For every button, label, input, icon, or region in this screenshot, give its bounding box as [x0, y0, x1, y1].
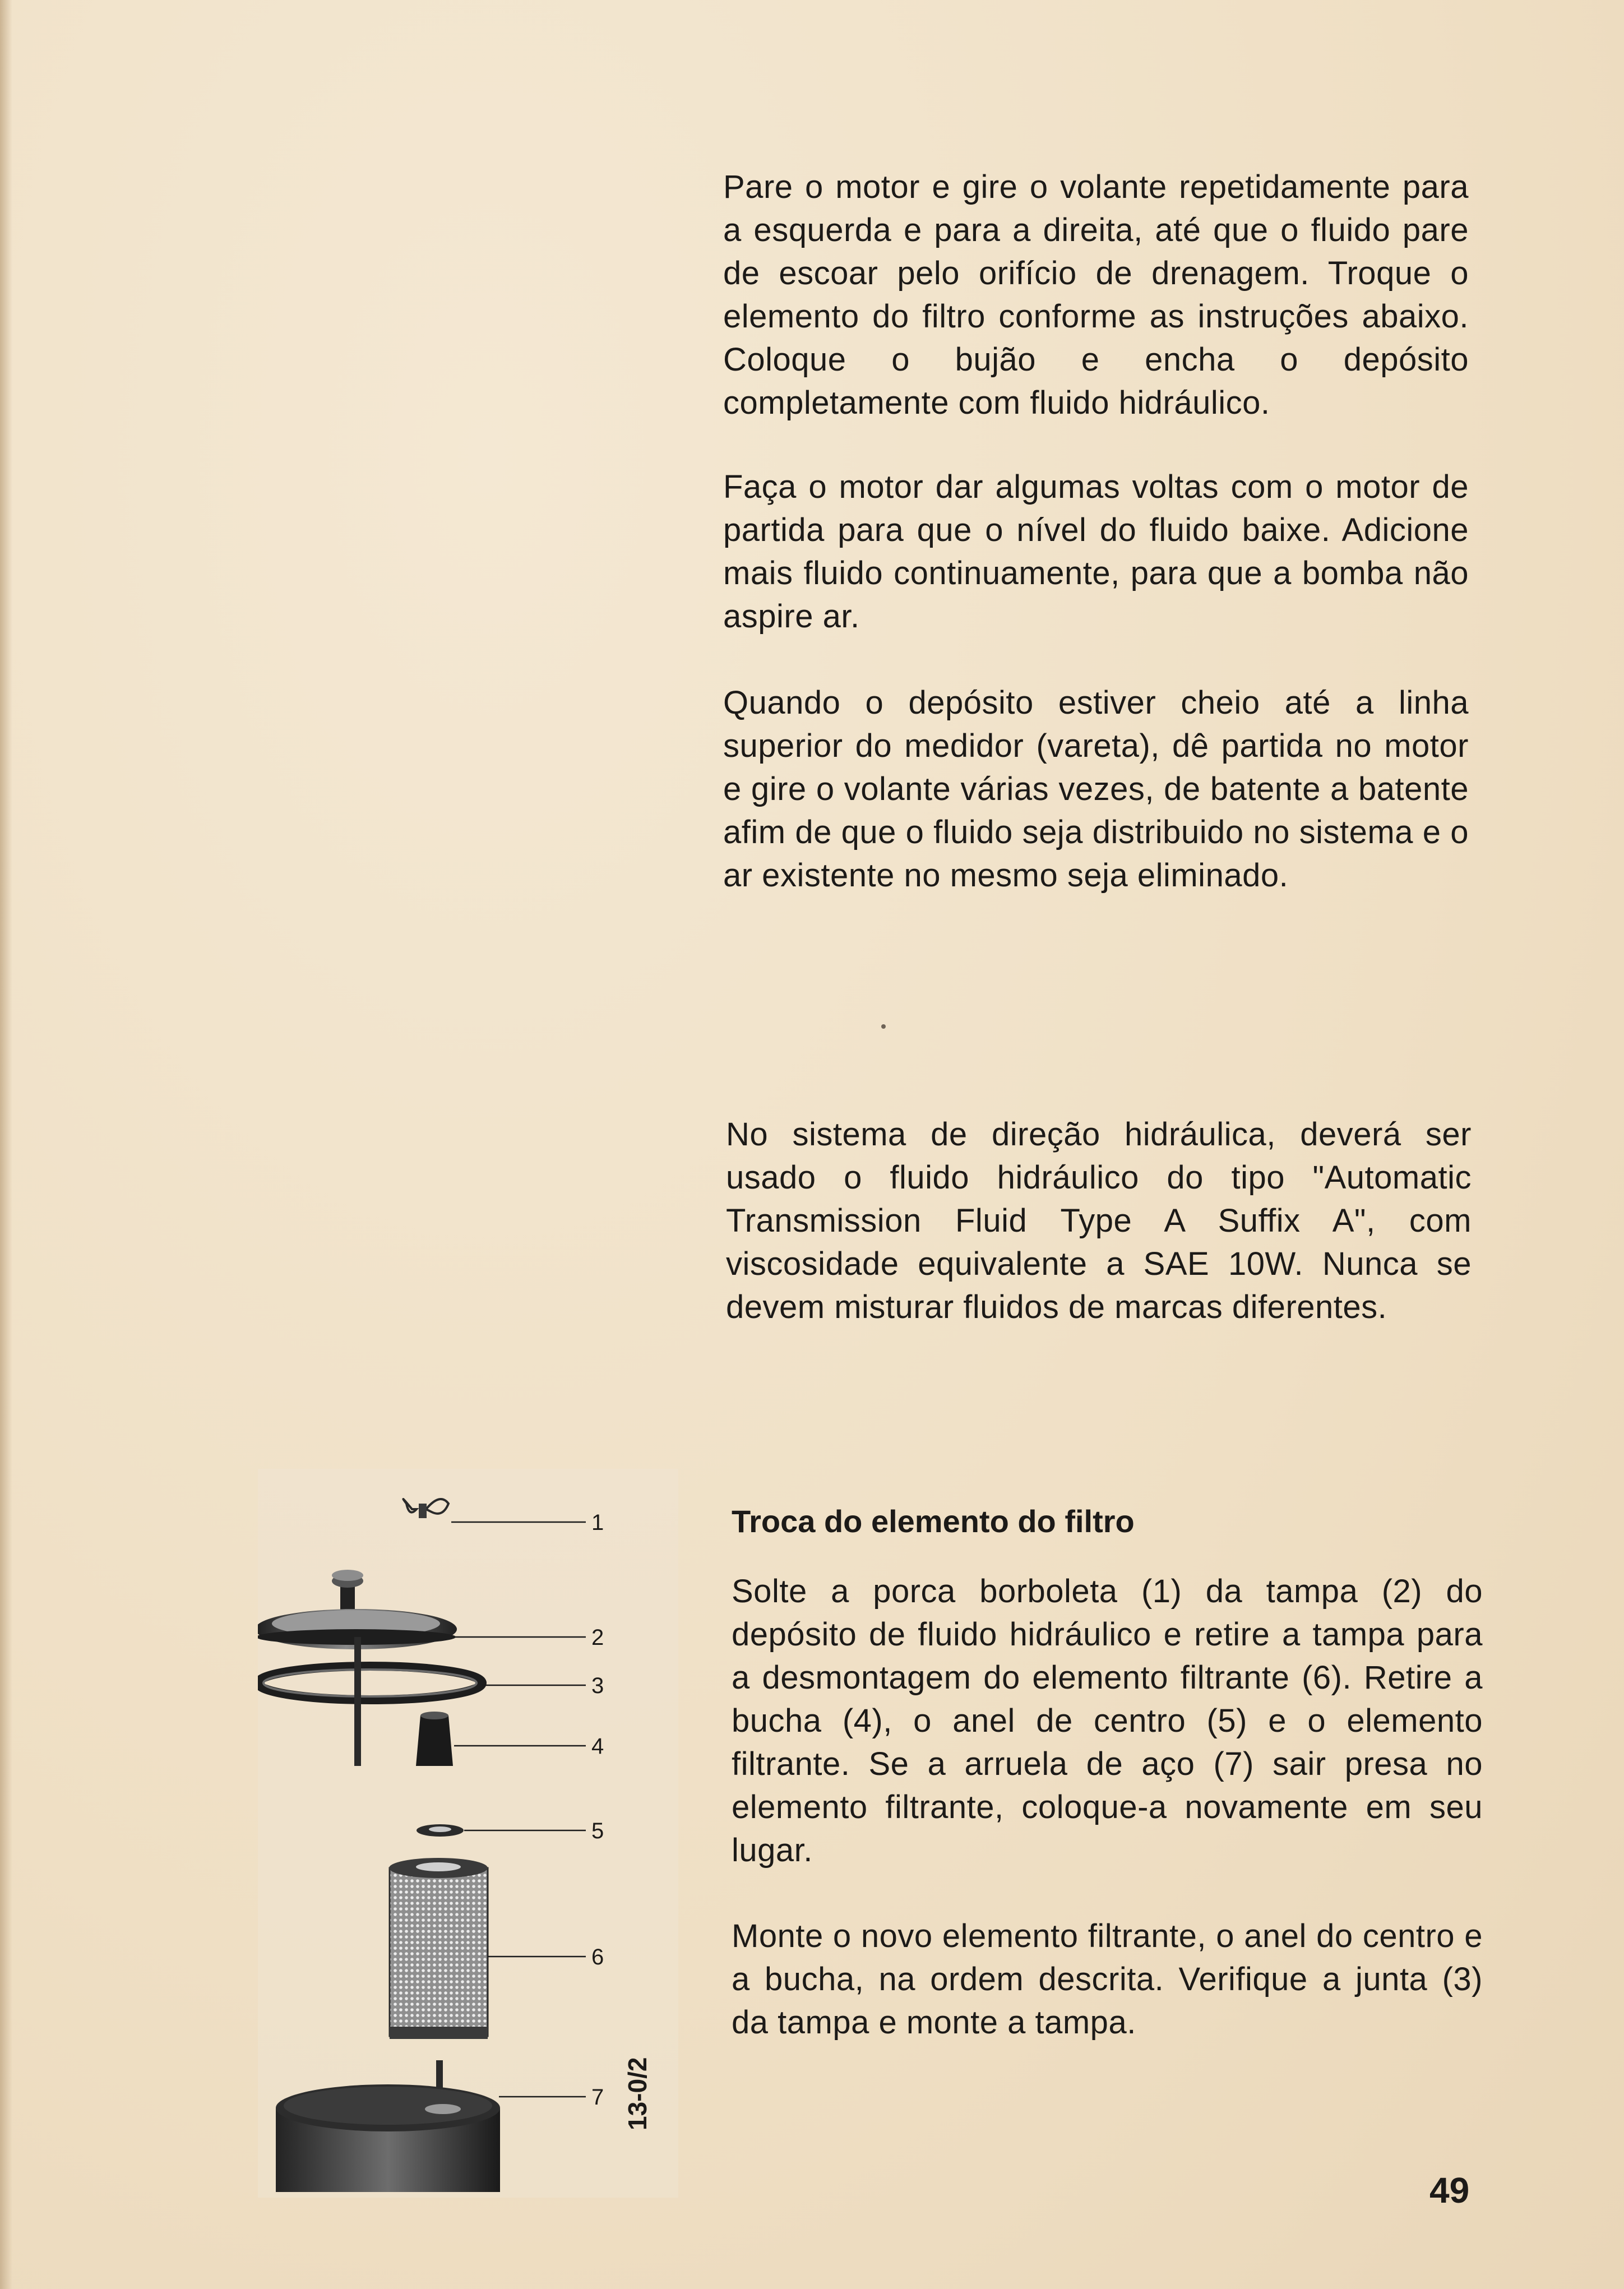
centering-ring-hole	[429, 1826, 451, 1832]
page-number: 49	[1429, 2170, 1470, 2211]
figure-code: 13-0/2	[623, 2057, 652, 2130]
gasket-part	[258, 1666, 482, 1700]
paragraph-lower-level: Faça o motor dar algumas voltas com o motor de partida para que o nível do fluido baixe. Adicione mais fluido continuamente, para que a bomba não aspire ar.	[723, 469, 1469, 635]
wing-nut-part	[403, 1499, 448, 1518]
callout-7: 7	[591, 2085, 604, 2110]
callout-5: 5	[591, 1819, 604, 1843]
paragraph-install-element: Monte o novo elemento filtrante, o anel do centro e a bucha, na ordem descrita. Verifique a junta (3) da tampa e monte a tampa.	[732, 1918, 1483, 2041]
gasket-highlight	[263, 1670, 476, 1696]
callout-4: 4	[591, 1734, 604, 1759]
paragraph-drain-fluid: Pare o motor e gire o volante repetidamente para a esquerda e para a direita, até que o fluido pare de escoar pelo orifício de drenagem. Troque o elemento do filtro conforme as instruções abaixo. Coloque o bujão e encha o depósito completamente com fluido hidráulico.	[723, 169, 1469, 421]
housing-part	[276, 2060, 500, 2192]
bushing-part	[416, 1715, 453, 1766]
filter-element-part	[389, 1858, 488, 2039]
paragraph-remove-element: Solte a porca borboleta (1) da tampa (2) do depósito de fluido hidráulico e retire a tampa para a desmontagem do elemento filtrante (6). Retire a bucha (4), o anel de centro (5) e o elemento filtrante. Se a arruela de aço (7) sair presa no elemento filtrante, coloque-a novamente em seu lugar.	[732, 1573, 1483, 1869]
section-heading: Troca do elemento do filtro	[732, 1504, 1135, 1539]
callout-2: 2	[591, 1625, 604, 1650]
center-rod	[354, 1637, 361, 1766]
paragraph-fluid-type: No sistema de direção hidráulica, deverá ser usado o fluido hidráulico do tipo "Automatic Transmission Fluid Type A Suffix A", com viscosidade equivalente a SAE 10W. Nunca se devem misturar fluidos de marcas diferentes.	[726, 1116, 1472, 1325]
print-speck	[881, 1024, 886, 1029]
callout-1: 1	[591, 1510, 604, 1535]
callout-6: 6	[591, 1945, 604, 1969]
paragraph-bleed-system: Quando o depósito estiver cheio até a linha superior do medidor (vareta), dê partida no motor e gire o volante várias vezes, de batente a batente afim de que o fluido seja distribuido no sistema e o ar existente no mesmo seja eliminado.	[723, 685, 1469, 894]
callout-3: 3	[591, 1673, 604, 1698]
bushing-top	[420, 1712, 448, 1719]
page-edge-shadow	[0, 0, 12, 2289]
